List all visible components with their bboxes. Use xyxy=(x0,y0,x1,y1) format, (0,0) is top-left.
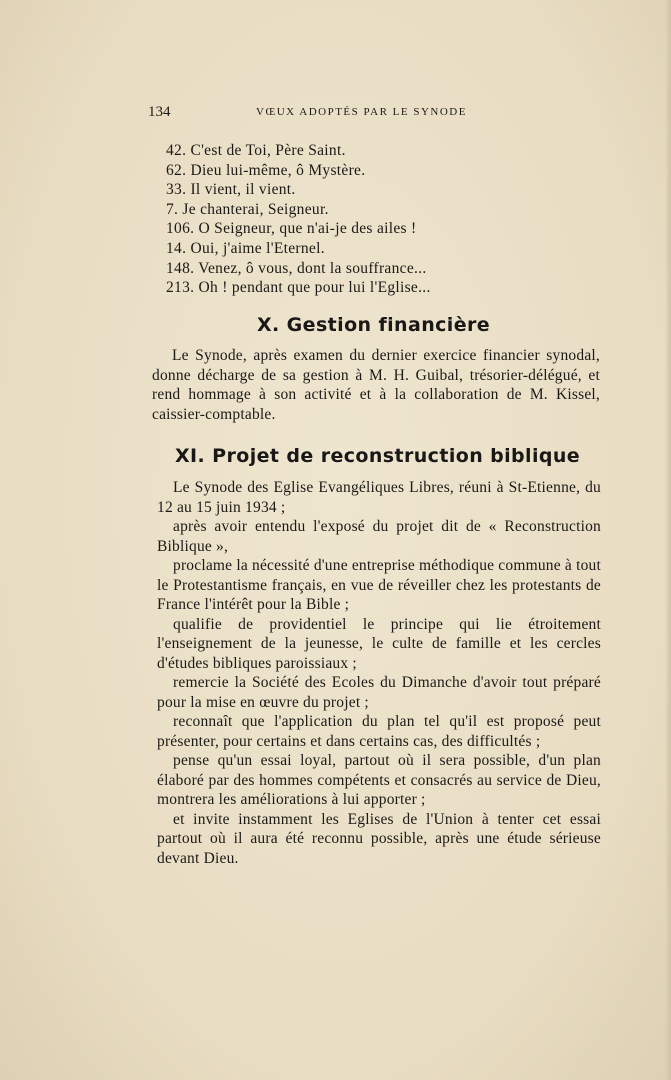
hymn-item: 7. Je chanterai, Seigneur. xyxy=(166,200,329,218)
hymn-item: 14. Oui, j'aime l'Eternel. xyxy=(166,239,325,257)
hymn-item: 42. C'est de Toi, Père Saint. xyxy=(166,142,346,159)
hymn-item: 33. Il vient, il vient. xyxy=(166,181,296,199)
section-body-gestion: Le Synode, après examen du dernier exercice financier synodal, donne décharge de sa gestion à M. H. Guibal, trésorier-délégué, et rend hommage à son activité et à la collaboration de M. Kissel, caissier-comptable. xyxy=(152,347,600,423)
resolution-clause: reconnaît que l'application du plan tel qu'il est proposé peut présenter, pour certains et dans certains cas, des difficultés ; xyxy=(157,713,601,750)
resolution-clause: après avoir entendu l'exposé du projet dit de « Reconstruction Biblique », xyxy=(157,518,601,555)
resolution-clause: et invite instamment les Eglises de l'Union à tenter cet essai partout où il aura été reconnu possible, après une étude sérieuse devant Dieu. xyxy=(157,810,601,867)
hymn-item: 213. Oh ! pendant que pour lui l'Eglise... xyxy=(166,279,431,297)
section-heading-gestion: X. Gestion financière xyxy=(257,314,491,336)
running-title: VŒUX ADOPTÉS PAR LE SYNODE xyxy=(256,106,467,118)
resolution-clause: qualifie de providentiel le principe qui lie étroitement l'enseignement de la jeunesse, le culte de famille et les cercles d'études bibliques paroissiaux ; xyxy=(157,615,601,672)
hymn-item: 62. Dieu lui-même, ô Mystère. xyxy=(166,161,366,179)
resolution-clause: pense qu'un essai loyal, partout où il sera possible, d'un plan élaboré par des hommes compétents et consacrés au service de Dieu, montrera les améliorations à lui apporter ; xyxy=(157,752,601,808)
page-number: 134 xyxy=(148,104,171,120)
resolution-clause: remercie la Société des Ecoles du Dimanche d'avoir tout préparé pour la mise en œuvre du projet ; xyxy=(157,674,601,711)
hymn-item: 106. O Seigneur, que n'ai-je des ailes ! xyxy=(166,220,417,238)
running-head xyxy=(148,104,488,124)
hymn-item: 148. Venez, ô vous, dont la souffrance... xyxy=(166,259,427,277)
section-heading-projet: XI. Projet de reconstruction biblique xyxy=(175,445,581,467)
hymn-list xyxy=(166,141,431,298)
page-edge-shadow xyxy=(665,0,671,1080)
resolution-clause: proclame la nécessité d'une entreprise méthodique commune à tout le Protestantisme français, en vue de réveiller chez les protestants de France l'intérêt pour la Bible ; xyxy=(157,557,601,613)
section-body-projet xyxy=(157,478,601,868)
resolution-intro: Le Synode des Eglise Evangéliques Libres, réuni à St-Etienne, du 12 au 15 juin 1934 ; xyxy=(157,479,601,516)
